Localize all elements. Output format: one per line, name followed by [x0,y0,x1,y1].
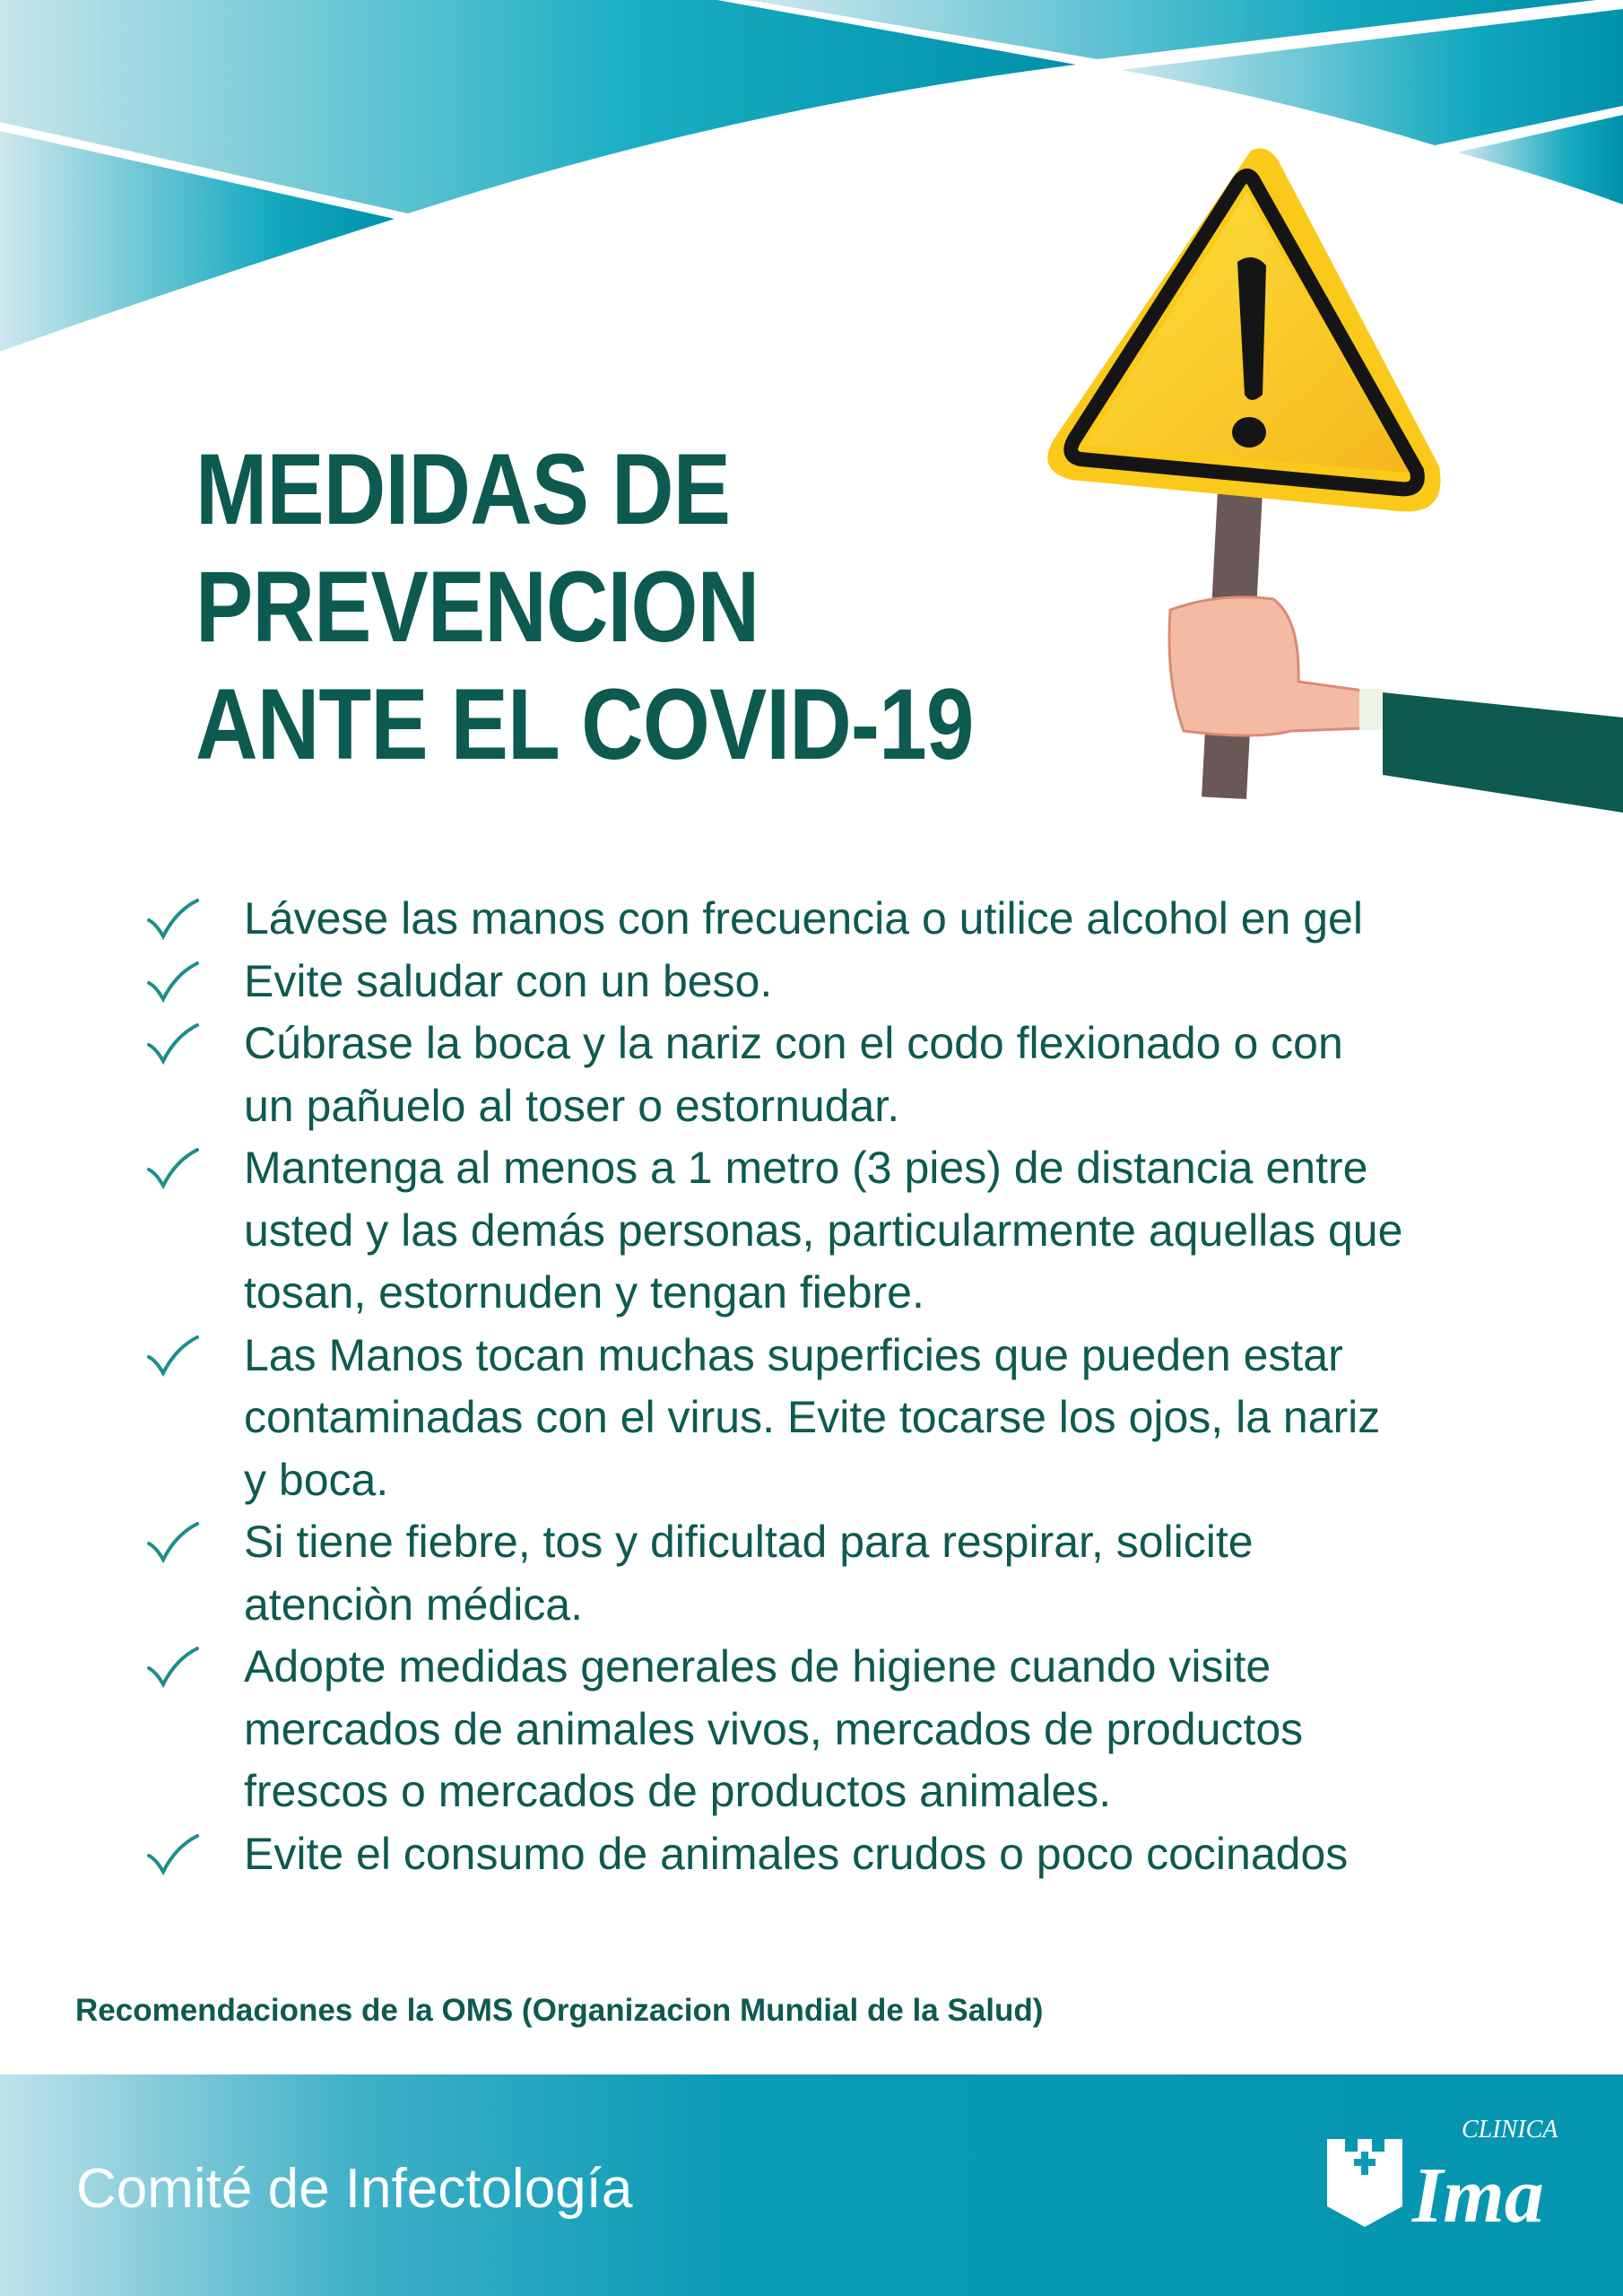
logo-text-small: CLINICA [1462,2116,1558,2144]
recommendation-text: atenciòn médica. [244,1578,584,1630]
checkmark-icon [145,1647,199,1692]
sleeve [1383,692,1623,813]
source-note: Recomendaciones de la OMS (Organizacion Mundial de la Salud) [75,1993,1044,2028]
recommendation-item [143,888,1402,951]
checkmark-icon [145,1834,199,1879]
recommendation-list [143,888,1402,1885]
recommendation-item [143,1137,1402,1325]
warning-sign-icon [1047,149,1623,813]
recommendation-item [143,1511,1402,1636]
recommendation-text: un pañuelo al toser o estornudar. [244,1080,900,1131]
recommendation-item [143,1823,1402,1886]
checkmark-icon [145,961,199,1006]
hand-fist [1169,597,1365,735]
checkmark-icon [145,899,199,944]
title-line: MEDIDAS DE [195,433,731,545]
title-line: PREVENCION [195,551,759,663]
footer-band [0,2074,1623,2296]
recommendation-text: Cúbrase la boca y la nariz con el codo flexionado o con [244,1018,1343,1068]
recommendation-text: Adopte medidas generales de higiene cuando visite [244,1641,1271,1692]
page-title [195,430,974,783]
recommendation-item [143,1013,1402,1137]
logo-text-large: Ima [1412,2152,1544,2239]
recommendation-item [143,1325,1402,1512]
recommendation-item [143,951,1402,1013]
checkmark-icon [145,1335,199,1380]
recommendation-text: Si tiene fiebre, tos y dificultad para respirar, solicite [244,1517,1254,1567]
recommendation-text: Evite el consumo de animales crudos o poco cocinados [244,1828,1349,1879]
exclamation-dot [1232,417,1266,448]
recommendation-text: tosan, estornuden y tengan fiebre. [244,1267,924,1318]
recommendation-text: usted y las demás personas, particularmente aquellas que [244,1205,1403,1256]
checkmark-icon [145,1148,199,1193]
clinic-logo [1327,2114,1569,2244]
recommendation-text: frescos o mercados de productos animales. [244,1766,1112,1816]
recommendation-text: y boca. [244,1454,389,1505]
checkmark-icon [145,1522,199,1567]
recommendation-text: Evite saludar con un beso. [244,955,773,1006]
title-line: ANTE EL COVID-19 [195,668,974,780]
recommendation-text: contaminadas con el virus. Evite tocarse los ojos, la nariz [244,1392,1381,1442]
recommendation-text: Mantenga al menos a 1 metro (3 pies) de distancia entre [244,1143,1368,1193]
recommendation-item [143,1636,1402,1823]
recommendation-text: Las Manos tocan muchas superficies que pueden estar [244,1329,1343,1380]
committee-name: Comité de Infectología [76,2158,633,2220]
recommendation-text: mercados de animales vivos, mercados de productos [244,1703,1304,1754]
shirt-cuff [1359,689,1386,730]
checkmark-icon [145,1023,199,1068]
recommendation-text: Lávese las manos con frecuencia o utilice alcohol en gel [244,893,1363,944]
